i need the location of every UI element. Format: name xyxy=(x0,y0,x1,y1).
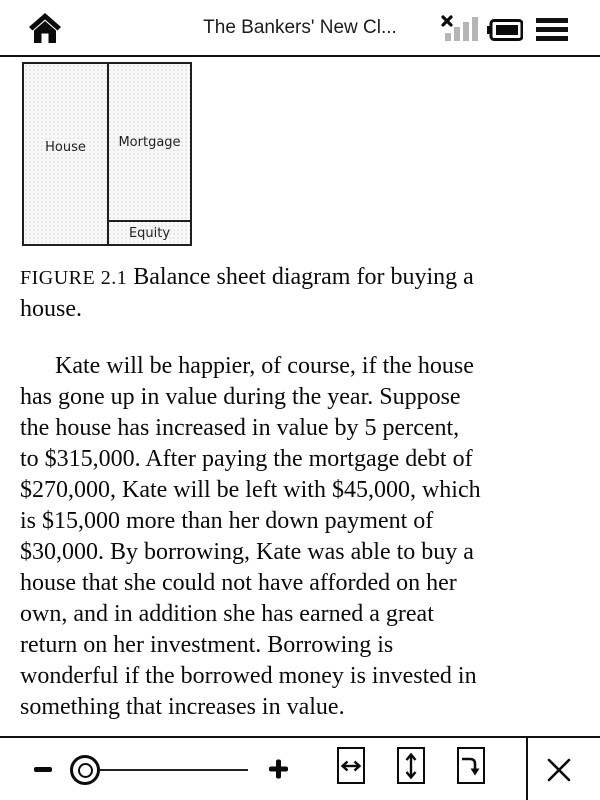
figure-house-label: House xyxy=(45,139,86,155)
text-line: $30,000. By borrowing, Kate was able to buy a xyxy=(20,539,474,565)
caption-line-2: house. xyxy=(20,296,82,322)
hamburger-menu-button[interactable] xyxy=(536,18,568,43)
zoom-slider[interactable] xyxy=(70,750,252,790)
text-line: house that she could not have afforded on her xyxy=(20,570,457,596)
figure-equity-box xyxy=(109,220,190,244)
text-line: wonderful if the borrowed money is invested in xyxy=(20,663,477,689)
fit-height-button[interactable] xyxy=(397,747,425,784)
zoom-toolbar xyxy=(0,736,600,800)
zoom-out-button[interactable] xyxy=(30,756,56,782)
text-line: is $15,000 more than her down payment of xyxy=(20,508,434,534)
horizontal-arrows-icon xyxy=(340,757,362,775)
rotate-arrow-icon xyxy=(460,753,482,779)
battery-full-icon xyxy=(487,19,523,46)
caption-text: Balance sheet diagram for buying a xyxy=(133,264,474,290)
balance-sheet-figure xyxy=(22,62,192,246)
close-icon xyxy=(546,757,572,783)
close-toolbar-button[interactable] xyxy=(546,757,572,783)
minus-icon xyxy=(34,767,52,772)
slider-knob[interactable] xyxy=(70,755,100,785)
rotate-button[interactable] xyxy=(457,747,485,784)
figure-mortgage-box xyxy=(109,64,190,220)
zoom-in-button[interactable] xyxy=(263,752,293,786)
book-title: The Bankers' New Cl... xyxy=(203,16,397,38)
fit-width-button[interactable] xyxy=(337,747,365,784)
text-line: the house has increased in value by 5 percent, xyxy=(20,415,460,441)
text-line: own, and in addition she has earned a great xyxy=(20,601,434,627)
hamburger-menu-icon xyxy=(536,18,568,23)
vertical-arrows-icon xyxy=(402,752,420,780)
figure-caption xyxy=(20,262,570,325)
text-line: something that increases in value. xyxy=(20,694,345,720)
figure-equity-label: Equity xyxy=(128,225,171,241)
caption-figure-number: FIGURE 2.1 xyxy=(20,267,128,289)
text-line: $270,000, Kate will be left with $45,000, which xyxy=(20,477,481,503)
text-line: return on her investment. Borrowing is xyxy=(20,632,394,658)
figure-house-box xyxy=(24,64,109,244)
body-text xyxy=(20,351,586,723)
text-line: to $315,000. After paying the mortgage debt of xyxy=(20,446,473,472)
text-line: Kate will be happier, of course, if the house xyxy=(55,353,474,379)
no-signal-icon xyxy=(441,14,483,49)
figure-right-column xyxy=(109,64,190,244)
text-line: has gone up in value during the year. Suppose xyxy=(20,384,461,410)
plus-icon xyxy=(263,752,293,786)
caption-line-1 xyxy=(20,262,570,294)
top-bar xyxy=(0,0,600,57)
figure-mortgage-label: Mortgage xyxy=(118,134,181,150)
slider-track[interactable] xyxy=(86,769,248,771)
toolbar-divider xyxy=(526,738,528,800)
